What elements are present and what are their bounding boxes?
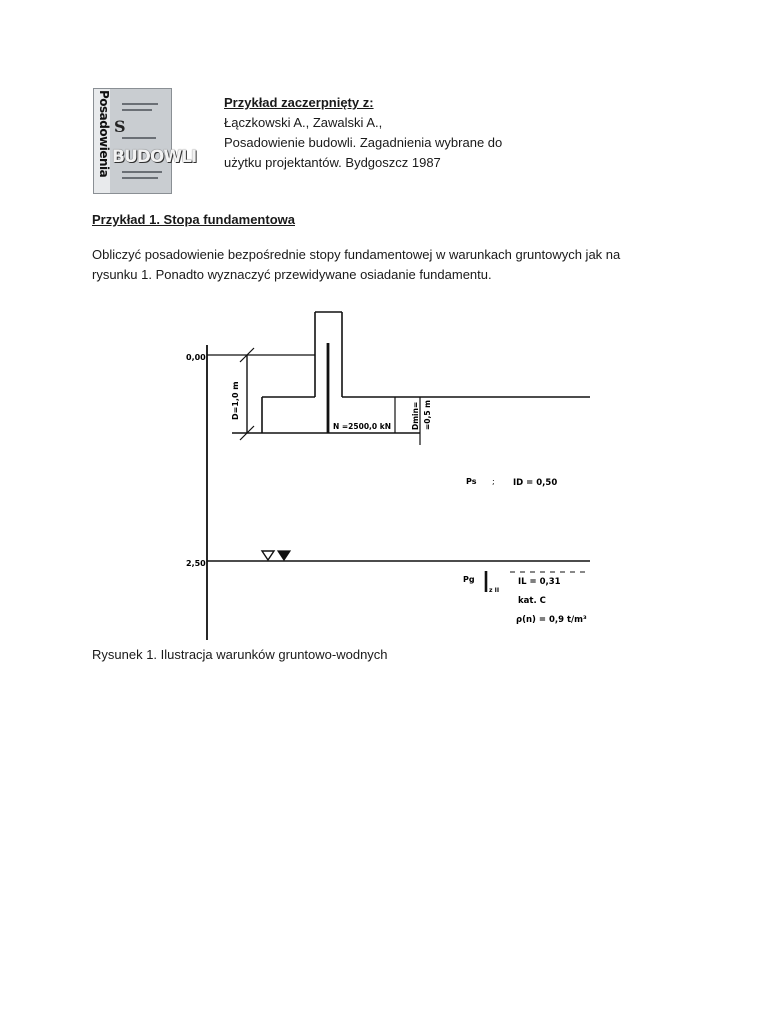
level-000-label: 0,00 [186,353,206,362]
dmin-value: =0,5 m [423,400,432,430]
source-heading: Przykład zaczerpnięty z: [224,95,374,110]
dmin-label: Dmin= [411,401,420,430]
water-level-marker-open-icon [262,551,274,560]
figure-caption: Rysunek 1. Ilustracja warunków gruntowo-wodnych [92,647,388,662]
example-heading: Przykład 1. Stopa fundamentowa [92,212,295,227]
cover-big-title: BUDOWLI [112,147,197,167]
cover-spine-title: Posadowienia [97,90,111,178]
layer2-param-il: IL = 0,31 [518,577,561,587]
level-250-label: 2,50 [186,559,206,568]
layer1-separator: ; [492,477,495,486]
cover-mark: S [114,117,126,136]
layer2-param-category: kat. C [518,596,546,606]
source-authors: Łączkowski A., Zawalski A., [224,115,383,130]
load-label: N =2500,0 kN [333,422,391,431]
source-title-line2: użytku projektantów. Bydgoszcz 1987 [224,155,441,170]
layer2-param-density: ρ(n) = 0,9 t/m³ [516,615,587,625]
example-text-line2: rysunku 1. Ponadto wyznaczyć przewidywane osiadanie fundamentu. [92,267,492,282]
source-title-line1: Posadowienie budowli. Zagadnienia wybrane do [224,135,503,150]
layer1-soil-label: Ps [466,477,477,486]
layer1-param: ID = 0,50 [513,478,558,488]
layer2-subscript: z II [489,587,500,594]
water-level-marker-filled-icon [278,551,290,560]
layer2-soil-label: Pg [463,575,475,584]
depth-label: D=1,0 m [231,381,240,420]
example-text-line1: Obliczyć posadowienie bezpośrednie stopy fundamentowej w warunkach gruntowych jak na [92,247,621,262]
